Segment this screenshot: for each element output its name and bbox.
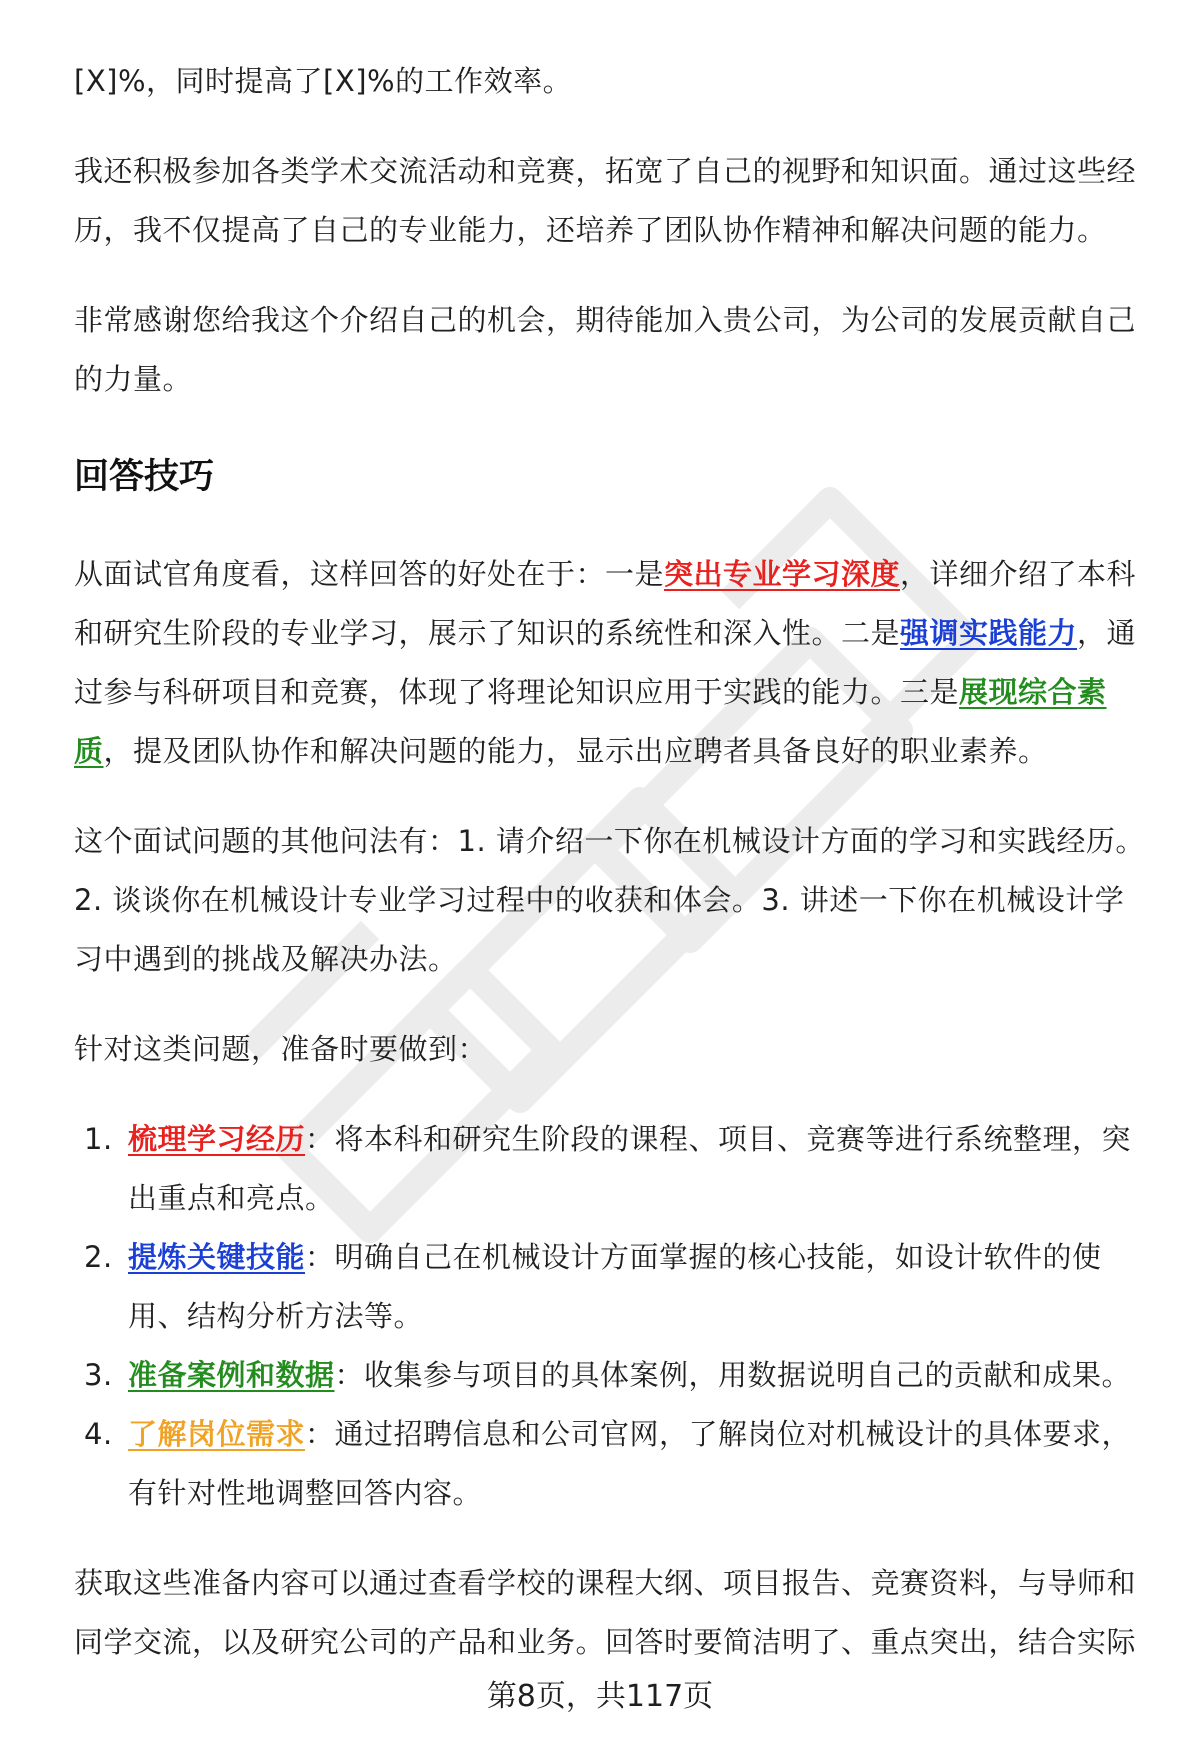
list-number: 4. xyxy=(84,1417,113,1451)
paragraph-thanks: 非常感谢您给我这个介绍自己的机会，期待能加入贵公司，为公司的发展贡献自己的力量。 xyxy=(74,303,1137,396)
list-item-text: ：收集参与项目的具体案例，用数据说明自己的贡献和成果。 xyxy=(334,1358,1132,1392)
list-number: 1. xyxy=(84,1122,113,1156)
prep-list xyxy=(74,1110,1149,1523)
tips-text-4: ，提及团队协作和解决问题的能力，显示出应聘者具备良好的职业素养。 xyxy=(103,734,1048,768)
paragraph-activities: 我还积极参加各类学术交流活动和竞赛，拓宽了自己的视野和知识面。通过这些经历，我不仅提高了自己的专业能力，还培养了团队协作精神和解决问题的能力。 xyxy=(74,154,1137,247)
list-item xyxy=(74,1110,1149,1228)
list-number: 3. xyxy=(84,1358,113,1392)
list-item-text: ：通过招聘信息和公司官网，了解岗位对机械设计的具体要求，有针对性地调整回答内容。 xyxy=(128,1417,1132,1510)
paragraph-closing: 获取这些准备内容可以通过查看学校的课程大纲、项目报告、竞赛资料，与导师和同学交流，以及研究公司的产品和业务。回答时要简洁明了、重点突出，结合实际 xyxy=(74,1566,1137,1659)
paragraph-results: [X]%，同时提高了[X]%的工作效率。 xyxy=(74,64,573,98)
paragraph-alt-questions: 这个面试问题的其他问法有：1. 请介绍一下你在机械设计方面的学习和实践经历。2. 谈谈你在机械设计专业学习过程中的收获和体会。3. 讲述一下你在机械设计学习中遇到的挑战及解决办法。 xyxy=(74,824,1145,976)
highlight-overall-quality: 展现综合素质 xyxy=(74,675,1107,768)
list-item-label: 准备案例和数据 xyxy=(128,1358,335,1392)
list-item-text: ：将本科和研究生阶段的课程、项目、竞赛等进行系统整理，突出重点和亮点。 xyxy=(128,1122,1132,1215)
list-item-text: ：明确自己在机械设计方面掌握的核心技能，如设计软件的使用、结构分析方法等。 xyxy=(128,1240,1102,1333)
tips-text-2: ，详细介绍了本科和研究生阶段的专业学习，展示了知识的系统性和深入性。二是 xyxy=(74,557,1137,650)
list-item xyxy=(74,1405,1149,1523)
paragraph-tips xyxy=(74,545,1149,781)
paragraph-prep-intro: 针对这类问题，准备时要做到： xyxy=(74,1032,488,1066)
document-body xyxy=(74,52,1149,1672)
highlight-practical-ability: 强调实践能力 xyxy=(900,616,1078,650)
list-item xyxy=(74,1346,1149,1405)
tips-text-3: ，通过参与科研项目和竞赛，体现了将理论知识应用于实践的能力。三是 xyxy=(74,616,1137,709)
list-item-label: 提炼关键技能 xyxy=(128,1240,306,1274)
list-item xyxy=(74,1228,1149,1346)
tips-text-1: 从面试官角度看，这样回答的好处在于：一是 xyxy=(74,557,665,591)
list-number: 2. xyxy=(84,1240,113,1274)
highlight-professional-depth: 突出专业学习深度 xyxy=(664,557,901,591)
list-item-label: 了解岗位需求 xyxy=(128,1417,306,1451)
list-item-label: 梳理学习经历 xyxy=(128,1122,306,1156)
section-heading: 回答技巧 xyxy=(74,457,215,497)
page-number-footer: 第8页，共117页 xyxy=(486,1679,714,1714)
